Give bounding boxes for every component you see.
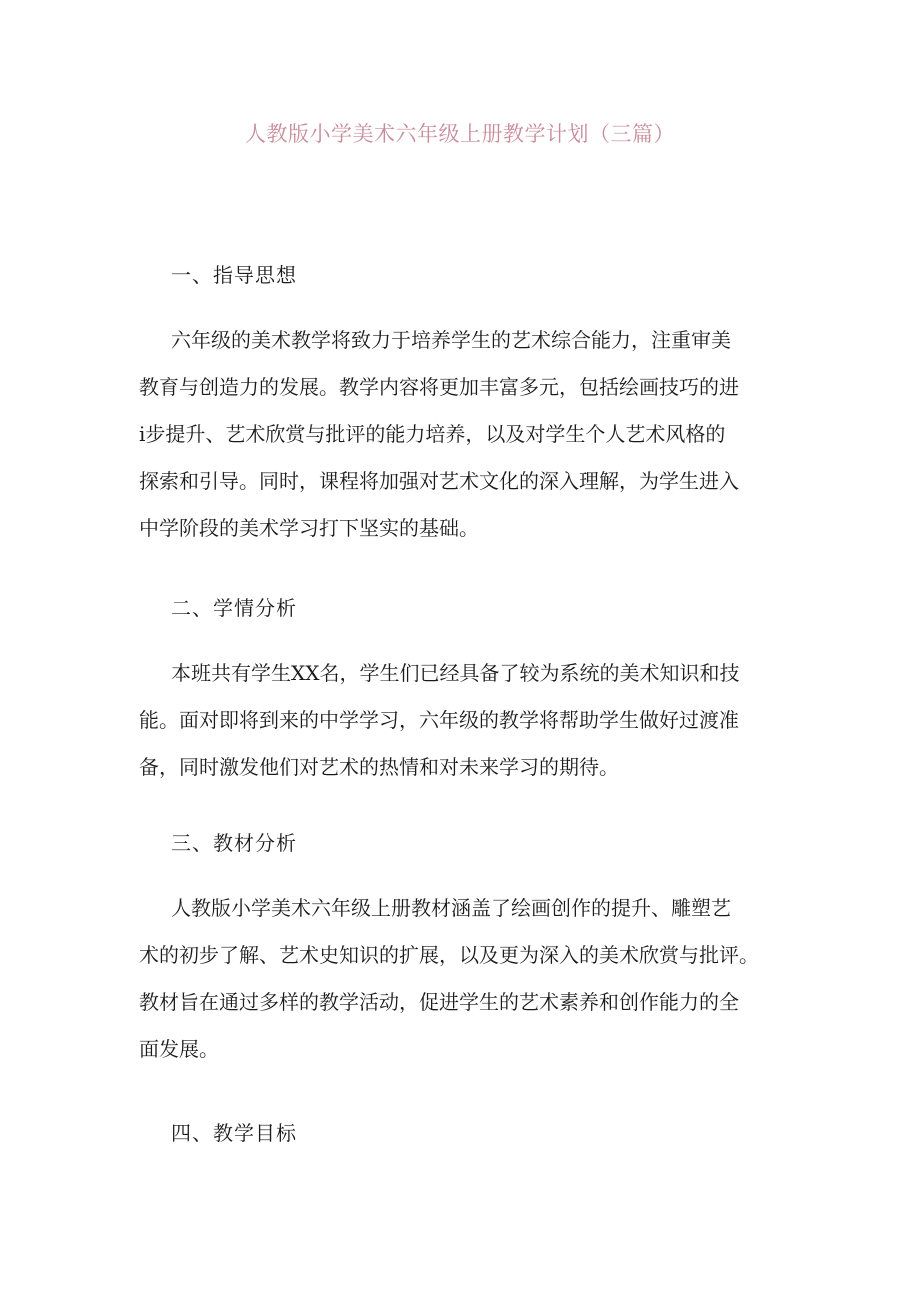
section-paragraph-textbook-analysis [139, 885, 784, 1073]
paragraph-line: 面发展。 [139, 1037, 219, 1061]
paragraph-line: 能。面对即将到来的中学学习，六年级的教学将帮助学生做好过渡准 [139, 708, 739, 732]
paragraph-line: 人教版小学美术六年级上册教材涵盖了绘画创作的提升、雕塑艺 [171, 896, 731, 920]
section-heading-teaching-goals: 四、教学目标 [171, 1121, 297, 1145]
paragraph-line: 教育与创造力的发展。教学内容将更加丰富多元，包括绘画技巧的进 [139, 375, 739, 399]
section-heading-guiding-ideology: 一、指导思想 [171, 263, 297, 287]
paragraph-line: 教材旨在通过多样的教学活动，促进学生的艺术素养和创作能力的全 [139, 990, 739, 1014]
paragraph-line: 本班共有学生XX名，学生们已经具备了较为系统的美术知识和技 [171, 661, 740, 685]
section-heading-student-analysis: 二、学情分析 [171, 596, 297, 620]
paragraph-line: 六年级的美术教学将致力于培养学生的艺术综合能力，注重审美 [171, 328, 731, 352]
paragraph-line: 术的初步了解、艺术史知识的扩展，以及更为深入的美术欣赏与批评。 [139, 943, 759, 967]
section-paragraph-student-analysis [139, 650, 784, 791]
document-title: 人教版小学美术六年级上册教学计划（三篇） [245, 122, 675, 146]
section-heading-textbook-analysis: 三、教材分析 [171, 831, 297, 855]
paragraph-line: 中学阶段的美术学习打下坚实的基础。 [139, 516, 479, 540]
paragraph-line: 备，同时激发他们对艺术的热情和对未来学习的期待。 [139, 755, 619, 779]
paragraph-line: 探索和引导。同时，课程将加强对艺术文化的深入理解，为学生进入 [139, 469, 739, 493]
section-paragraph-guiding-ideology [139, 317, 784, 552]
paragraph-line: i步提升、艺术欣赏与批评的能力培养，以及对学生个人艺术风格的 [139, 422, 726, 446]
